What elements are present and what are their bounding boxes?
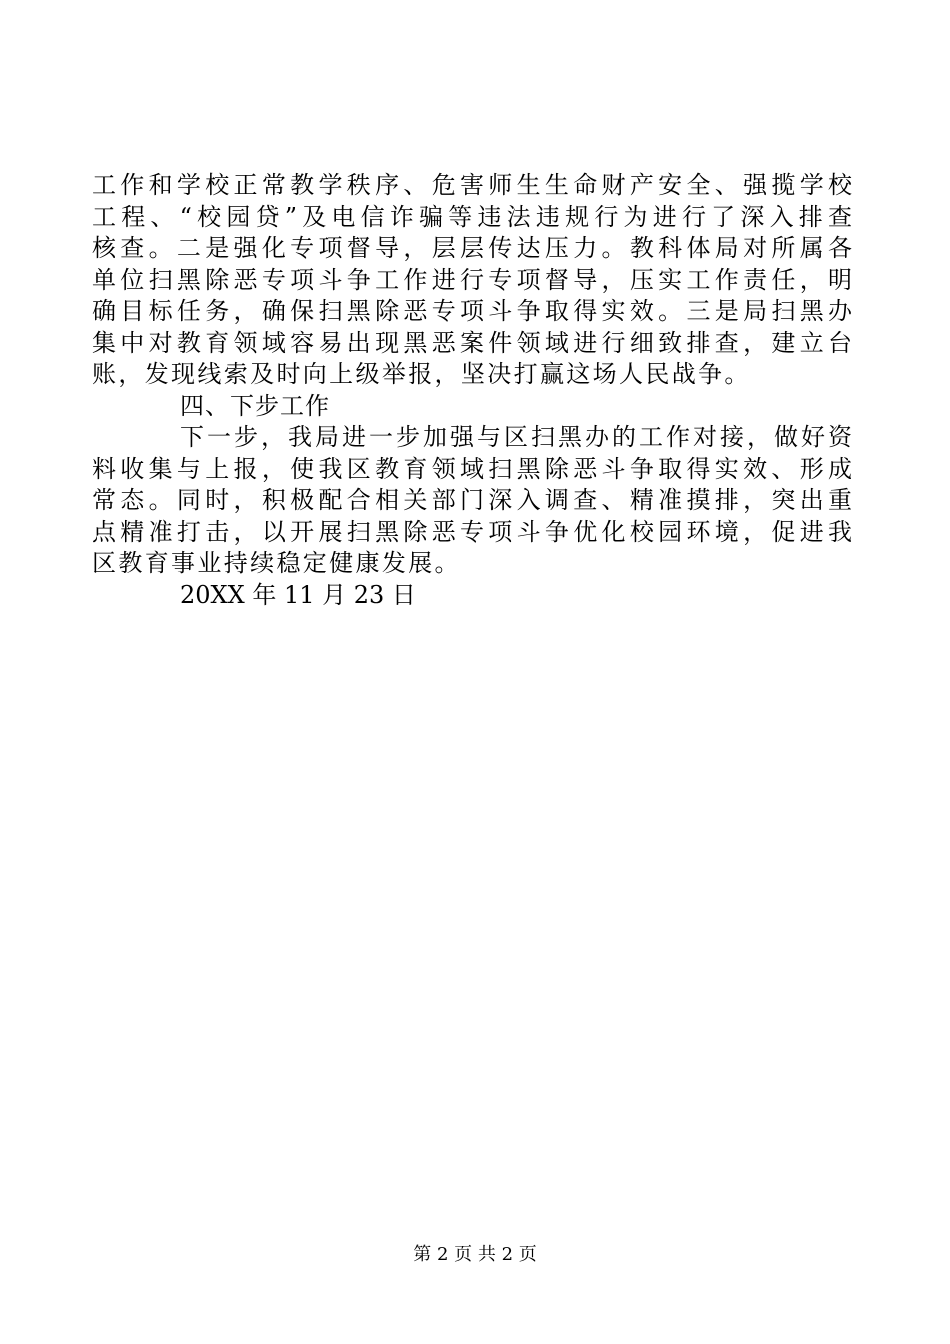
body-line-6: 集中对教育领域容易出现黑恶案件领域进行细致排查，建立台 [92,328,852,357]
body-line-4: 单位扫黑除恶专项斗争工作进行专项督导，压实工作责任，明 [92,265,852,294]
page-footer: 第 2 页 共 2 页 [413,1244,537,1265]
next-step-line-5: 区教育事业持续稳定健康发展。 [92,549,461,577]
next-step-line-2: 料收集与上报，使我区教育领域扫黑除恶斗争取得实效、形成 [92,454,852,483]
next-step-line-3: 常态。同时，积极配合相关部门深入调查、精准摸排，突出重 [92,486,852,514]
body-line-2: 工程、“校园贷”及电信诈骗等违法违规行为进行了深入排查 [92,202,852,231]
body-line-3: 核查。二是强化专项督导，层层传达压力。教科体局对所属各 [92,234,852,262]
body-line-7: 账，发现线索及时向上级举报，坚决打赢这场人民战争。 [92,360,751,388]
next-step-line-1: 下一步，我局进一步加强与区扫黑办的工作对接，做好资 [180,423,852,451]
next-step-line-4: 点精准打击，以开展扫黑除恶专项斗争优化校园环境，促进我 [92,517,852,546]
document-date: 20XX 年 11 月 23 日 [180,580,416,609]
body-line-5: 确目标任务，确保扫黑除恶专项斗争取得实效。三是局扫黑办 [92,297,852,325]
section-heading: 四、下步工作 [180,391,330,420]
document-body [92,170,852,611]
body-line-1: 工作和学校正常教学秩序、危害师生生命财产安全、强揽学校 [92,171,852,199]
